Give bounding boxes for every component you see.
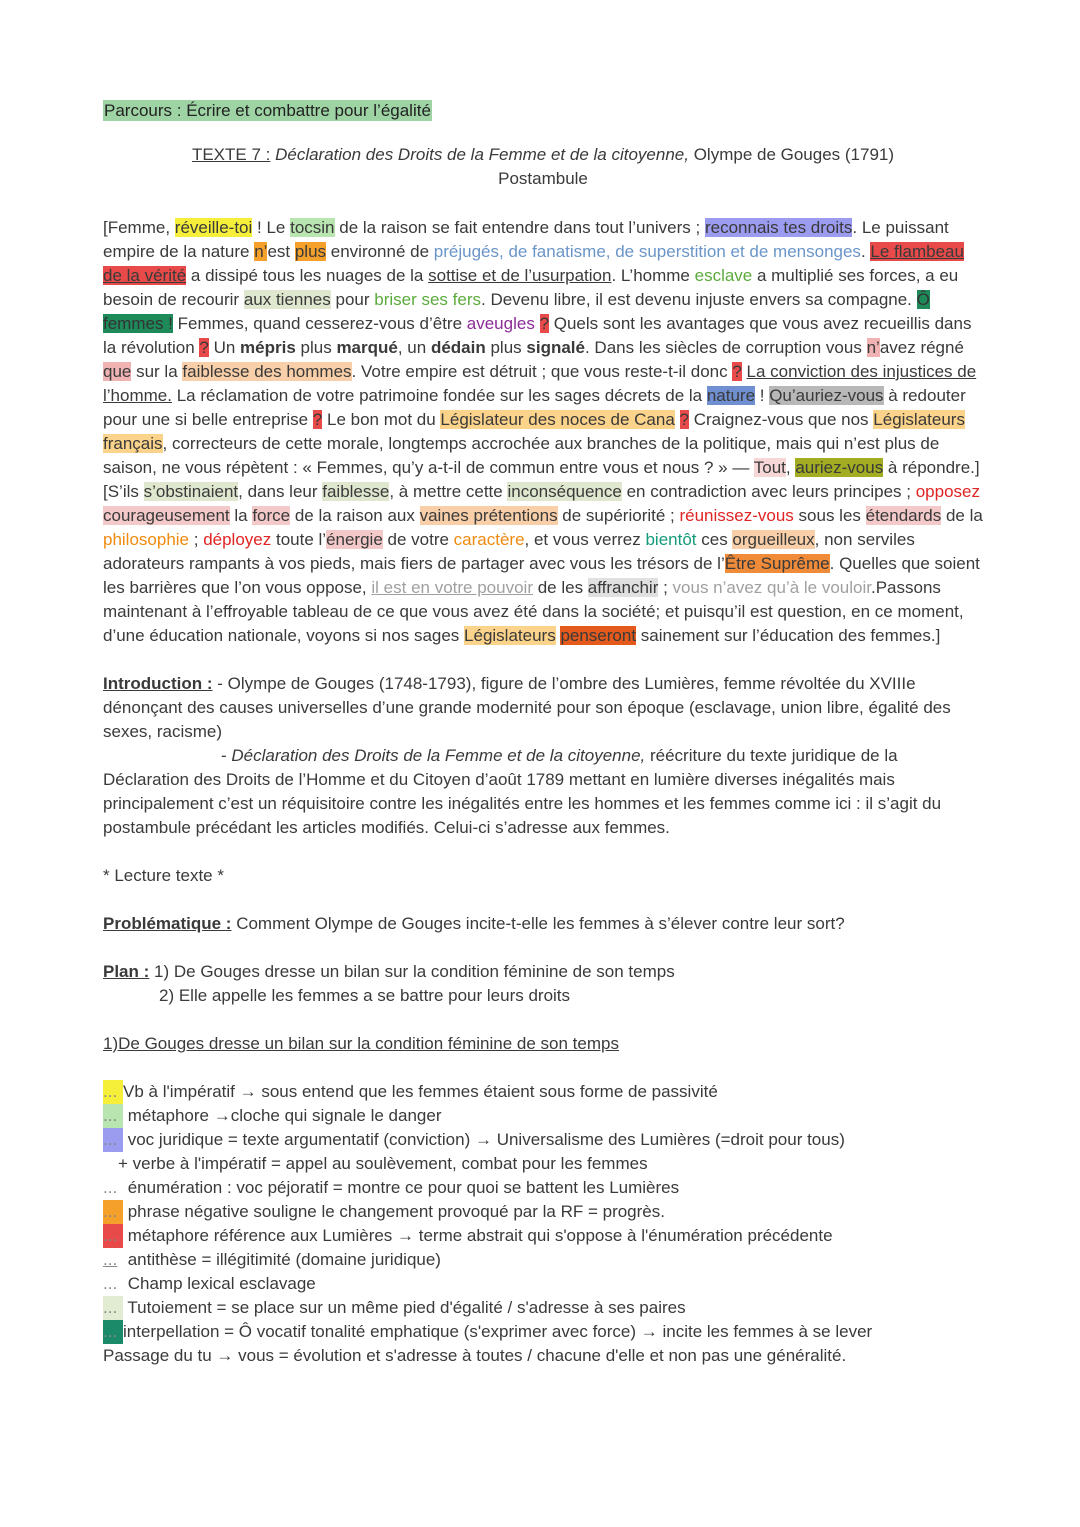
- note-color-marker: ...: [103, 1200, 123, 1224]
- passage-highlight: mépris: [240, 338, 296, 357]
- passage-highlight: La conviction des injustices de l’homme.: [103, 362, 977, 405]
- source-passage: [103, 216, 983, 648]
- passage-text: ;: [189, 530, 204, 549]
- passage-highlight: n’: [866, 338, 880, 357]
- note-color-marker: ...: [103, 1178, 118, 1197]
- passage-text: Un: [208, 338, 241, 357]
- introduction-section: [103, 672, 983, 840]
- passage-highlight: déployez: [203, 530, 272, 549]
- note-text: Tutoiement = se place sur un même pied d'égalité / s'adresse à ses paires: [123, 1298, 686, 1317]
- passage-highlight: aux tiennes: [243, 290, 331, 309]
- passage-text: de la raison se fait entendre dans tout l’univers ;: [334, 218, 705, 237]
- passage-highlight: dédain: [430, 338, 486, 357]
- passage-highlight: faiblesse: [322, 482, 390, 501]
- note-item: [103, 1152, 983, 1176]
- passage-highlight: plus: [294, 242, 327, 261]
- passage-highlight: s’obstinaient: [143, 482, 239, 501]
- passage-text: Le bon mot du: [322, 410, 441, 429]
- passage-text: . Devenu libre, il est devenu injuste envers sa compagne.: [481, 290, 917, 309]
- passage-highlight: il est en votre pouvoir: [371, 578, 533, 597]
- note-text: métaphore →cloche qui signale le danger: [123, 1106, 442, 1125]
- passage-highlight: ?: [312, 410, 323, 429]
- passage-text: de la raison aux: [290, 506, 420, 525]
- passage-text: sainement sur l’éducation des femmes.]: [636, 626, 941, 645]
- passage-highlight: énergie: [326, 530, 383, 549]
- passage-highlight: faiblesse des hommes: [182, 362, 352, 381]
- passage-highlight: caractère: [453, 530, 525, 549]
- passage-highlight: ?: [199, 338, 209, 357]
- note-text: métaphore référence aux Lumières → terme abstrait qui s'oppose à l'énumération précédente: [123, 1226, 833, 1245]
- passage-text: , correcteurs de cette morale, longtemps accrochée aux branches de la politique, mais qui n’est plus de saison, ne vous répètent : « Femmes, qu’y a-t-il de commun entre vous et nous ? » —: [103, 434, 940, 477]
- problematique: [103, 912, 983, 936]
- passage-text: La réclamation de votre patrimoine fondée sur les sages décrets de la: [171, 386, 707, 405]
- passage-highlight: ?: [679, 410, 689, 429]
- passage-text: de les: [532, 578, 588, 597]
- passage-highlight: penseront: [560, 626, 637, 645]
- postambule-label: Postambule: [498, 169, 588, 188]
- passage-text: Quels sont les avantages que vous avez recueillis dans la révolution: [103, 314, 972, 357]
- note-text: voc juridique = texte argumentatif (conviction) → Universalisme des Lumières (=droit pour tous): [123, 1130, 845, 1149]
- note-text: interpellation = Ô vocatif tonalité emphatique (s'exprimer avec force) → incite les femmes à se lever: [123, 1322, 873, 1341]
- passage-highlight: opposez: [915, 482, 980, 501]
- closing-note: Passage du tu → vous = évolution et s'adresse à toutes / chacune d'elle et non pas une généralité.: [103, 1346, 847, 1365]
- introduction-text-1: - Olympe de Gouges (1748-1793), figure de l’ombre des Lumières, femme révoltée du XVIIIe dénonçant des causes universelles d’une grande modernité pour son époque (esclavage, union libre, égalité des sexes, racisme): [103, 674, 951, 741]
- texte-author: Olympe de Gouges (1791): [693, 145, 895, 164]
- passage-text: plus: [485, 338, 527, 357]
- passage-highlight: vaines prétentions: [419, 506, 558, 525]
- passage-text: . Quelles que soient les barrières que l’on vous oppose,: [103, 554, 980, 597]
- passage-highlight: bientôt: [645, 530, 697, 549]
- passage-text: Femmes, quand cesserez-vous d’être: [172, 314, 467, 333]
- passage-highlight: Le flambeau de la vérité: [103, 242, 964, 285]
- passage-highlight: ?: [539, 314, 550, 333]
- note-item: [103, 1200, 983, 1224]
- note-color-marker: ...: [103, 1128, 123, 1152]
- passage-text: . Dans les siècles de corruption vous: [584, 338, 867, 357]
- passage-highlight: auriez-vous: [795, 458, 884, 477]
- passage-text: .: [860, 242, 871, 261]
- note-color-marker: ...: [103, 1296, 123, 1320]
- passage-highlight: orgueilleux: [732, 530, 815, 549]
- plan-section: [103, 960, 983, 1008]
- passage-highlight: Être Suprême: [724, 554, 830, 573]
- passage-text: à répondre.] [S’ils: [103, 458, 980, 501]
- passage-highlight: réunissez-vous: [679, 506, 794, 525]
- passage-text: .Passons maintenant à l’effroyable tableau de ce que vous avez été dans la société; et puisqu’il est question, en ce moment, d’une éducation nationale, voyons si nos sages: [103, 578, 964, 645]
- section-1-title: 1)De Gouges dresse un bilan sur la condition féminine de son temps: [103, 1034, 619, 1053]
- note-color-marker: ...: [103, 1104, 123, 1128]
- note-item: [103, 1320, 983, 1344]
- passage-text: [675, 410, 680, 429]
- passage-text: . L’homme: [611, 266, 695, 285]
- passage-text: de supériorité ;: [557, 506, 680, 525]
- passage-text: en contradiction avec leurs principes ;: [621, 482, 916, 501]
- note-item: [103, 1296, 983, 1320]
- texte-heading: [103, 143, 983, 191]
- plan-item-1: 1) De Gouges dresse un bilan sur la condition féminine de son temps: [149, 962, 675, 981]
- passage-highlight: Législateur des noces de Cana: [440, 410, 675, 429]
- passage-text: ces: [696, 530, 733, 549]
- lecture-note: * Lecture texte *: [103, 866, 224, 885]
- note-item: [103, 1128, 983, 1152]
- note-item: [103, 1080, 983, 1104]
- passage-highlight: étendards: [865, 506, 942, 525]
- introduction-text-2: réécriture du texte juridique de la Déclaration des Droits de l’Homme et du Citoyen d’août 1789 mettant en lumière diverses inégalités mais principalement c’est un réquisitoire contre les inégalités entre les hommes et les femmes comme ici : il s’agit du postambule précédant les articles modifiés. Celui-ci s’adresse aux femmes.: [103, 746, 942, 837]
- passage-text: a dissipé tous les nuages de la: [186, 266, 429, 285]
- passage-highlight: nature: [706, 386, 756, 405]
- passage-highlight: Ô femmes !: [103, 290, 930, 333]
- passage-highlight: que: [103, 362, 132, 381]
- passage-highlight: esclave: [694, 266, 753, 285]
- passage-text: , dans leur: [238, 482, 323, 501]
- plan-label: Plan :: [103, 962, 150, 981]
- note-text: phrase négative souligne le changement provoqué par la RF = progrès.: [123, 1202, 665, 1221]
- note-item: [103, 1248, 983, 1272]
- passage-text: ;: [658, 578, 673, 597]
- passage-text: [Femme,: [103, 218, 175, 237]
- passage-text: à redouter pour une si belle entreprise: [103, 386, 966, 429]
- passage-text: est: [267, 242, 295, 261]
- note-color-marker: ...: [103, 1224, 123, 1248]
- passage-highlight: inconséquence: [507, 482, 622, 501]
- passage-text: de la: [941, 506, 983, 525]
- passage-text: !: [755, 386, 770, 405]
- passage-text: ,: [785, 458, 796, 477]
- passage-text: a multiplié ses forces, a eu besoin de recourir: [103, 266, 959, 309]
- note-item: [103, 1176, 983, 1200]
- passage-highlight: sottise et de l’usurpation: [428, 266, 612, 285]
- introduction-dash: -: [221, 746, 232, 765]
- passage-highlight: ?: [732, 362, 742, 381]
- passage-text: toute l’: [271, 530, 327, 549]
- note-text: énumération : voc péjoratif = montre ce pour quoi se battent les Lumières: [123, 1178, 680, 1197]
- note-color-marker: ...: [103, 1320, 123, 1344]
- passage-text: pour: [330, 290, 375, 309]
- passage-text: [535, 314, 540, 333]
- passage-highlight: Tout: [753, 458, 786, 477]
- passage-text: avez régné: [879, 338, 964, 357]
- passage-highlight: affranchir: [587, 578, 659, 597]
- passage-text: plus: [295, 338, 337, 357]
- passage-text: la: [229, 506, 253, 525]
- passage-highlight: n’: [254, 242, 268, 261]
- passage-highlight: Qu’auriez-vous: [769, 386, 884, 405]
- note-text: Champ lexical esclavage: [123, 1274, 316, 1293]
- passage-text: , à mettre cette: [389, 482, 508, 501]
- problematique-label: Problématique :: [103, 914, 232, 933]
- note-color-marker: ...: [103, 1250, 118, 1269]
- passage-text: , et vous verrez: [524, 530, 646, 549]
- passage-highlight: réveille-toi: [174, 218, 253, 237]
- note-text: + verbe à l'impératif = appel au soulèvement, combat pour les femmes: [118, 1154, 648, 1173]
- passage-text: , un: [397, 338, 431, 357]
- parcours-heading: Parcours : Écrire et combattre pour l’égalité: [104, 101, 431, 120]
- note-color-marker: ...: [103, 1080, 123, 1104]
- passage-highlight: briser ses fers: [374, 290, 481, 309]
- passage-text: . Votre empire est détruit ; que vous reste-t-il donc: [351, 362, 733, 381]
- passage-text: environné de: [326, 242, 434, 261]
- analysis-notes: [103, 1080, 983, 1344]
- passage-highlight: préjugés, de fanatisme, de superstition et de mensonges: [433, 242, 861, 261]
- introduction-work-title: Déclaration des Droits de la Femme et de la citoyenne,: [231, 746, 646, 765]
- texte-label: TEXTE 7 :: [191, 145, 271, 164]
- note-item: [103, 1224, 983, 1248]
- texte-title: Déclaration des Droits de la Femme et de la citoyenne,: [275, 145, 689, 164]
- passage-text: ! Le: [252, 218, 291, 237]
- passage-highlight: Législateurs: [464, 626, 556, 645]
- passage-highlight: courageusement: [103, 506, 230, 525]
- passage-highlight: reconnais tes droits: [704, 218, 853, 237]
- passage-highlight: tocsin: [290, 218, 335, 237]
- passage-text: sous les: [793, 506, 866, 525]
- passage-highlight: Législateurs français: [103, 410, 965, 453]
- note-text: antithèse = illégitimité (domaine juridique): [123, 1250, 441, 1269]
- parcours-heading-wrap: [103, 101, 983, 121]
- passage-highlight: aveugles: [466, 314, 535, 333]
- passage-highlight: philosophie: [103, 530, 190, 549]
- note-text: Vb à l'impératif → sous entend que les femmes étaient sous forme de passivité: [123, 1082, 718, 1101]
- passage-highlight: signalé: [526, 338, 585, 357]
- note-item: [103, 1272, 983, 1296]
- passage-text: Craignez-vous que nos: [689, 410, 874, 429]
- document-content: [103, 101, 983, 1368]
- passage-text: . Le puissant empire de la nature: [103, 218, 949, 261]
- passage-highlight: force: [252, 506, 291, 525]
- passage-text: de votre: [382, 530, 454, 549]
- introduction-label: Introduction :: [103, 674, 213, 693]
- passage-text: , non serviles adorateurs rampants à vos pieds, mais fiers de partager avec vous les trésors de l’: [103, 530, 915, 573]
- passage-text: sur la: [131, 362, 183, 381]
- plan-item-2: 2) Elle appelle les femmes a se battre pour leurs droits: [159, 986, 571, 1005]
- note-item: [103, 1104, 983, 1128]
- passage-highlight: marqué: [336, 338, 398, 357]
- note-color-marker: ...: [103, 1274, 118, 1293]
- problematique-text: Comment Olympe de Gouges incite-t-elle les femmes à s’élever contre leur sort?: [231, 914, 845, 933]
- passage-highlight: vous n’avez qu’à le vouloir: [672, 578, 871, 597]
